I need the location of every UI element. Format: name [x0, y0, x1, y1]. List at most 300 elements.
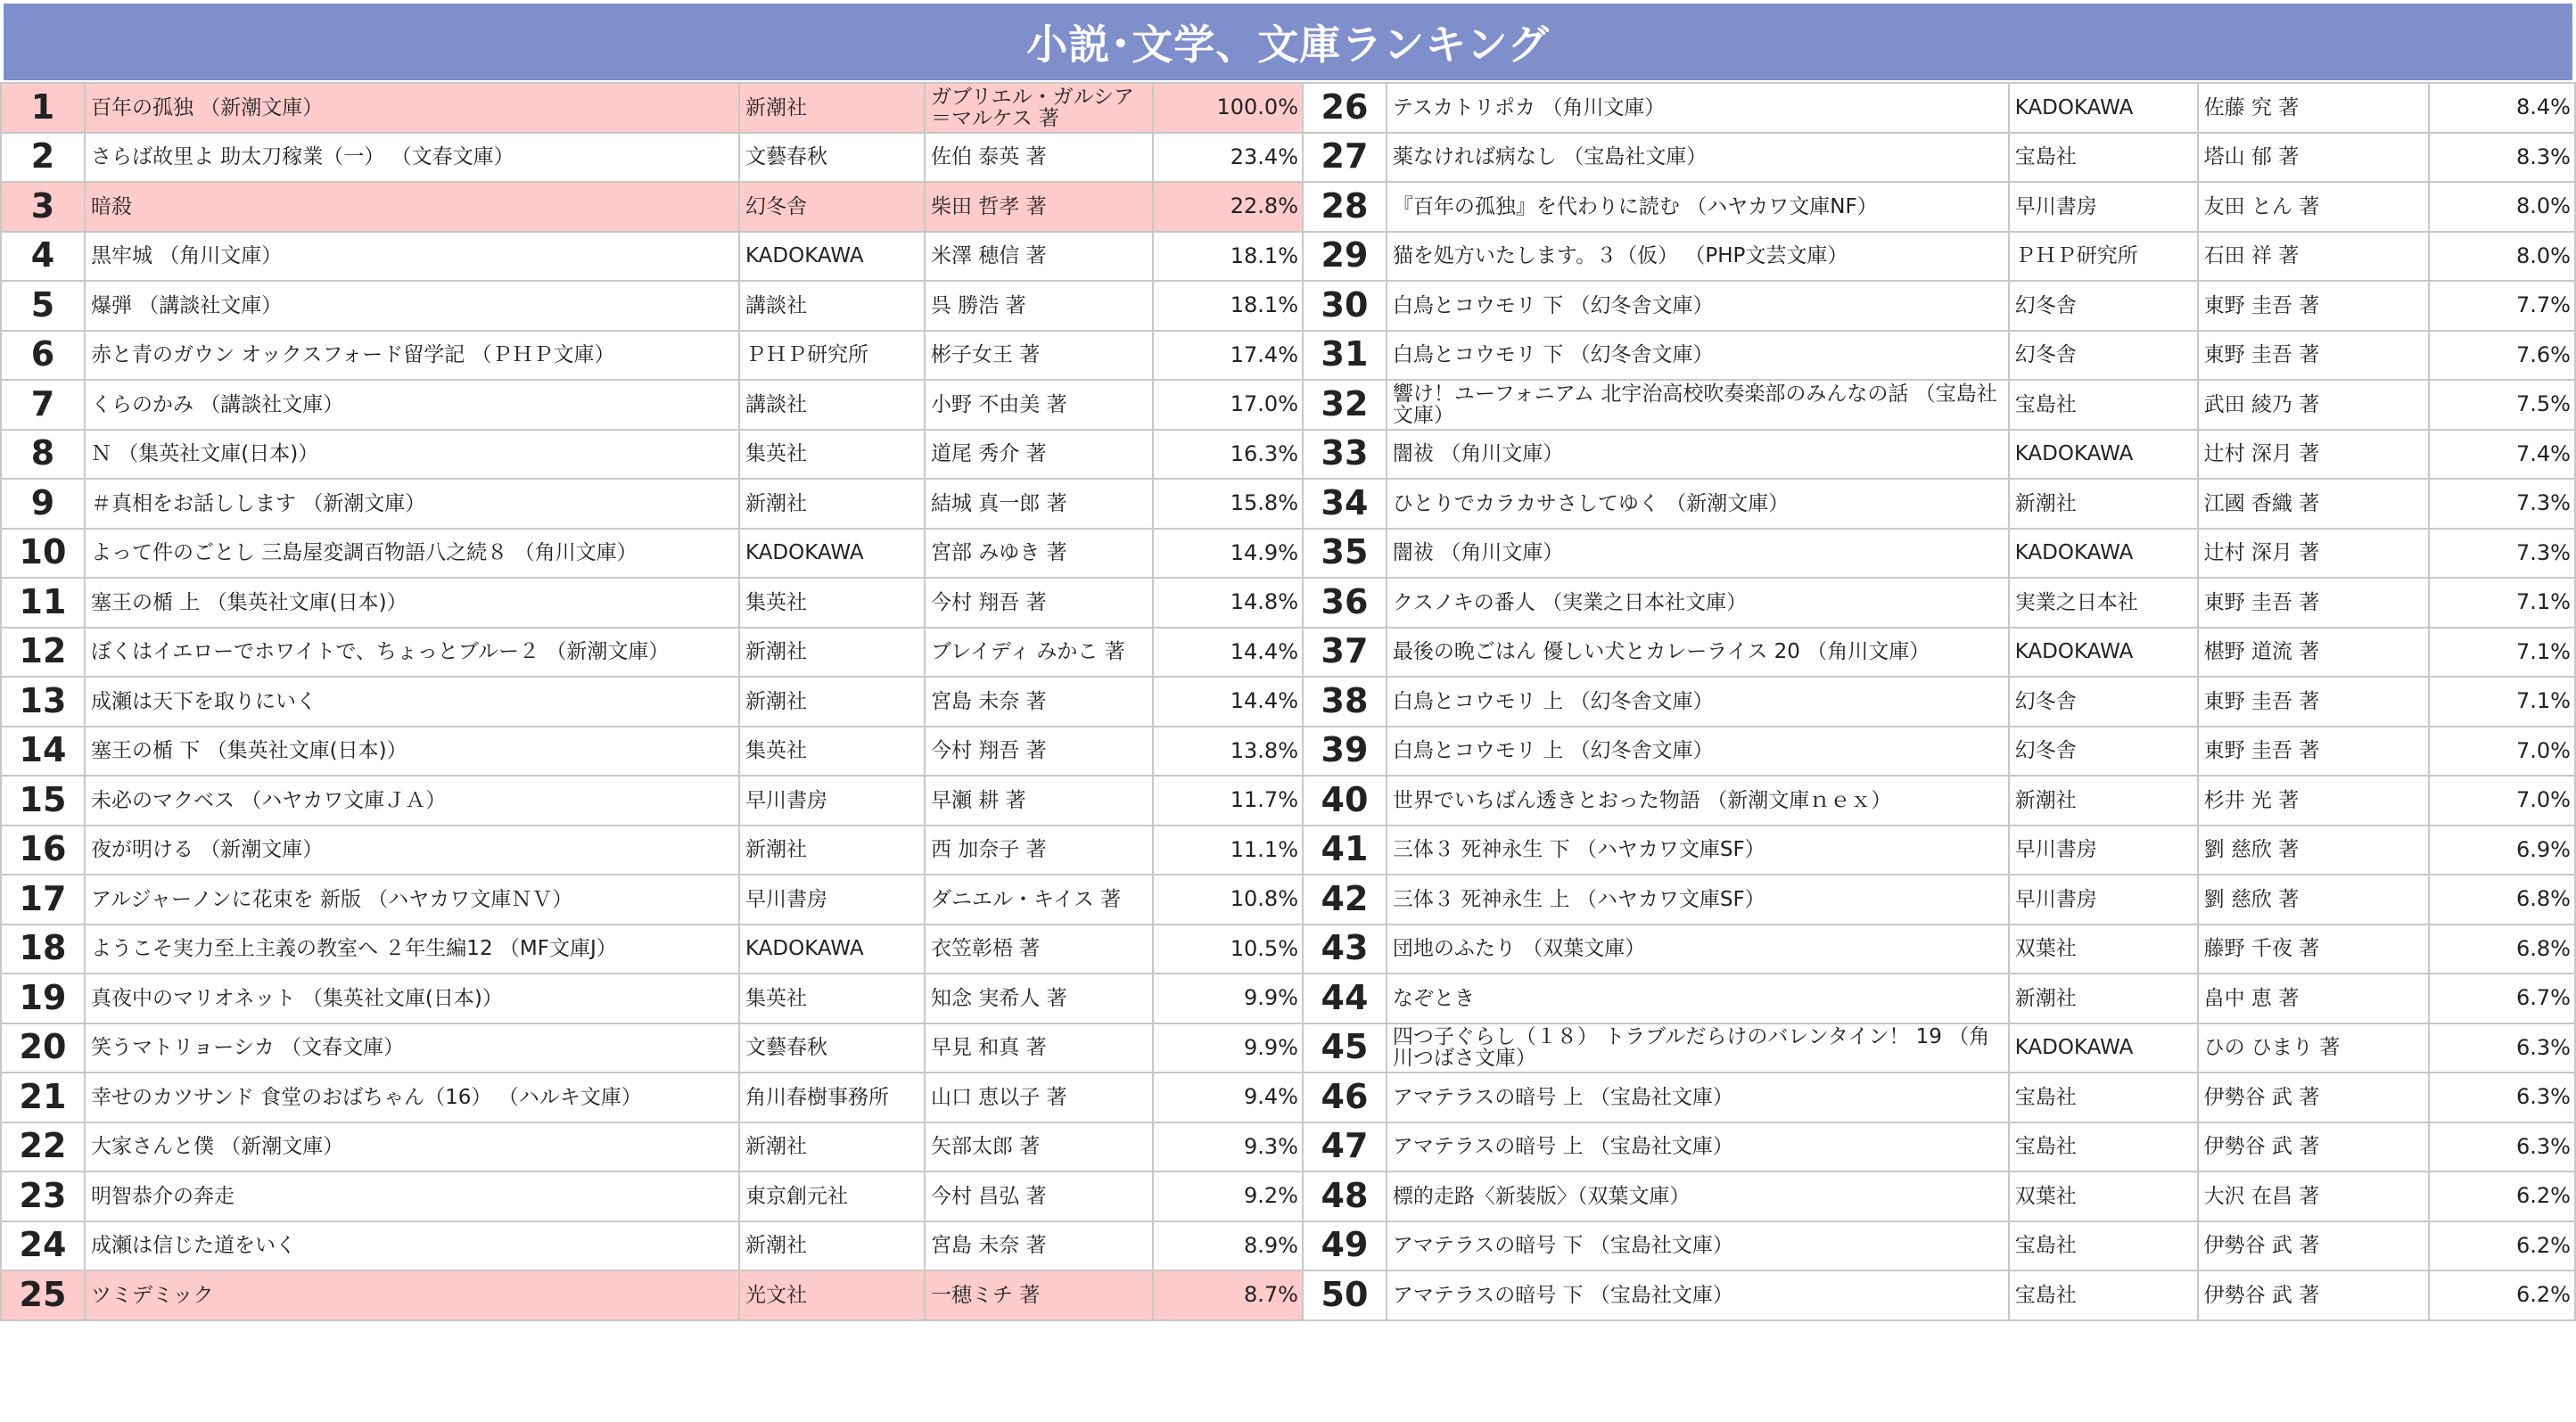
rank-number: 18: [1, 925, 85, 974]
table-row: [1303, 925, 2575, 974]
author-name: 江國 香織 著: [2198, 479, 2430, 529]
book-title: 塞王の楯 下 （集英社文庫(日本)）: [85, 727, 739, 777]
rank-number: 24: [1, 1221, 85, 1271]
book-title: 猫を処方いたします。３（仮） （PHP文芸文庫）: [1387, 232, 2009, 282]
table-row: [1303, 83, 2575, 133]
book-title: 『百年の孤独』を代わりに読む （ハヤカワ文庫NF）: [1387, 182, 2009, 232]
author-name: 宮島 未奈 著: [925, 1221, 1153, 1271]
rank-number: 11: [1, 578, 85, 628]
rank-number: 39: [1303, 727, 1387, 777]
rank-number: 15: [1, 776, 85, 826]
table-row: [1, 331, 1303, 381]
share-percent: 7.4%: [2429, 430, 2575, 480]
rank-number: 13: [1, 677, 85, 727]
book-title: 幸せのカツサンド 食堂のおばちゃん（16） （ハルキ文庫）: [85, 1073, 739, 1122]
rank-number: 41: [1303, 826, 1387, 875]
author-name: 辻村 深月 著: [2198, 430, 2430, 480]
table-row: [1, 182, 1303, 232]
share-percent: 17.4%: [1153, 331, 1303, 381]
book-title: 成瀬は信じた道をいく: [85, 1221, 739, 1271]
author-name: ガブリエル・ガルシア＝マルケス 著: [925, 83, 1153, 133]
book-title: Ｎ （集英社文庫(日本)）: [85, 430, 739, 480]
book-title: 世界でいちばん透きとおった物語 （新潮文庫ｎｅｘ）: [1387, 776, 2009, 826]
share-percent: 7.0%: [2429, 776, 2575, 826]
page-title: 小説･文学、文庫ランキング: [4, 4, 2572, 80]
book-title: ＃真相をお話しします （新潮文庫）: [85, 479, 739, 529]
share-percent: 16.3%: [1153, 430, 1303, 480]
share-percent: 8.0%: [2429, 232, 2575, 282]
rank-number: 30: [1303, 281, 1387, 331]
share-percent: 6.2%: [2429, 1221, 2575, 1271]
publisher-name: 早川書房: [2009, 875, 2198, 925]
rank-number: 6: [1, 331, 85, 381]
book-title: 三体３ 死神永生 下 （ハヤカワ文庫SF）: [1387, 826, 2009, 875]
publisher-name: KADOKAWA: [2009, 628, 2198, 678]
author-name: 椹野 道流 著: [2198, 628, 2430, 678]
book-title: 赤と青のガウン オックスフォード留学記 （ＰＨＰ文庫）: [85, 331, 739, 381]
book-title: ぼくはイエローでホワイトで、ちょっとブルー２ （新潮文庫）: [85, 628, 739, 678]
table-row: [1303, 1023, 2575, 1073]
book-title: 暗殺: [85, 182, 739, 232]
author-name: 彬子女王 著: [925, 331, 1153, 381]
table-row: [1, 974, 1303, 1023]
table-row: [1303, 281, 2575, 331]
book-title: 響け！ユーフォニアム 北宇治高校吹奏楽部のみんなの話 （宝島社文庫）: [1387, 380, 2009, 430]
ranking-table-right: [1302, 82, 2576, 1321]
table-row: [1303, 974, 2575, 1023]
publisher-name: 宝島社: [2009, 1221, 2198, 1271]
author-name: 一穂ミチ 著: [925, 1270, 1153, 1320]
publisher-name: 幻冬舎: [2009, 281, 2198, 331]
author-name: 宮島 未奈 著: [925, 677, 1153, 727]
share-percent: 7.1%: [2429, 578, 2575, 628]
table-row: [1, 380, 1303, 430]
author-name: 山口 恵以子 著: [925, 1073, 1153, 1122]
author-name: 伊勢谷 武 著: [2198, 1073, 2430, 1122]
publisher-name: KADOKAWA: [2009, 529, 2198, 579]
publisher-name: 早川書房: [2009, 826, 2198, 875]
author-name: 辻村 深月 著: [2198, 529, 2430, 579]
book-title: 未必のマクベス （ハヤカワ文庫ＪＡ）: [85, 776, 739, 826]
author-name: 結城 真一郎 著: [925, 479, 1153, 529]
publisher-name: 宝島社: [2009, 1073, 2198, 1122]
share-percent: 8.7%: [1153, 1270, 1303, 1320]
publisher-name: 宝島社: [2009, 1122, 2198, 1172]
publisher-name: 新潮社: [739, 628, 925, 678]
table-row: [1303, 628, 2575, 678]
table-row: [1, 578, 1303, 628]
table-row: [1, 232, 1303, 282]
author-name: 友田 とん 著: [2198, 182, 2430, 232]
share-percent: 6.7%: [2429, 974, 2575, 1023]
share-percent: 14.8%: [1153, 578, 1303, 628]
book-title: 白鳥とコウモリ 上 （幻冬舎文庫）: [1387, 727, 2009, 777]
book-title: 標的走路〈新装版〉（双葉文庫）: [1387, 1171, 2009, 1221]
author-name: 柴田 哲孝 著: [925, 182, 1153, 232]
rank-number: 35: [1303, 529, 1387, 579]
table-row: [1303, 578, 2575, 628]
share-percent: 7.0%: [2429, 727, 2575, 777]
book-title: アマテラスの暗号 下 （宝島社文庫）: [1387, 1270, 2009, 1320]
rank-number: 19: [1, 974, 85, 1023]
rank-number: 48: [1303, 1171, 1387, 1221]
publisher-name: 双葉社: [2009, 925, 2198, 974]
publisher-name: 宝島社: [2009, 380, 2198, 430]
publisher-name: KADOKAWA: [739, 529, 925, 579]
share-percent: 7.1%: [2429, 628, 2575, 678]
book-title: 成瀬は天下を取りにいく: [85, 677, 739, 727]
rank-number: 31: [1303, 331, 1387, 381]
book-title: ようこそ実力至上主義の教室へ ２年生編12 （MF文庫J）: [85, 925, 739, 974]
share-percent: 14.4%: [1153, 677, 1303, 727]
table-row: [1, 925, 1303, 974]
table-row: [1, 677, 1303, 727]
rank-number: 4: [1, 232, 85, 282]
rank-number: 14: [1, 727, 85, 777]
author-name: ひの ひまり 著: [2198, 1023, 2430, 1073]
author-name: 米澤 穂信 著: [925, 232, 1153, 282]
book-title: 四つ子ぐらし（１８） トラブルだらけのバレンタイン！ 19 （角川つばさ文庫）: [1387, 1023, 2009, 1073]
author-name: 早見 和真 著: [925, 1023, 1153, 1073]
share-percent: 18.1%: [1153, 232, 1303, 282]
publisher-name: ＰＨＰ研究所: [2009, 232, 2198, 282]
book-title: 薬なければ病なし （宝島社文庫）: [1387, 133, 2009, 183]
publisher-name: 宝島社: [2009, 133, 2198, 183]
book-title: 黒牢城 （角川文庫）: [85, 232, 739, 282]
share-percent: 6.9%: [2429, 826, 2575, 875]
publisher-name: 新潮社: [2009, 776, 2198, 826]
table-row: [1303, 826, 2575, 875]
rank-number: 44: [1303, 974, 1387, 1023]
table-row: [1303, 529, 2575, 579]
share-percent: 6.3%: [2429, 1073, 2575, 1122]
author-name: 呉 勝浩 著: [925, 281, 1153, 331]
publisher-name: 新潮社: [739, 1122, 925, 1172]
rank-number: 16: [1, 826, 85, 875]
book-title: 塞王の楯 上 （集英社文庫(日本)）: [85, 578, 739, 628]
publisher-name: 新潮社: [2009, 974, 2198, 1023]
book-title: 明智恭介の奔走: [85, 1171, 739, 1221]
ranking-table-left: [0, 82, 1304, 1321]
rank-number: 5: [1, 281, 85, 331]
publisher-name: KADOKAWA: [739, 232, 925, 282]
share-percent: 6.8%: [2429, 925, 2575, 974]
author-name: 今村 昌弘 著: [925, 1171, 1153, 1221]
share-percent: 6.2%: [2429, 1270, 2575, 1320]
author-name: 藤野 千夜 著: [2198, 925, 2430, 974]
publisher-name: 早川書房: [2009, 182, 2198, 232]
share-percent: 8.4%: [2429, 83, 2575, 133]
rank-number: 9: [1, 479, 85, 529]
author-name: 畠中 恵 著: [2198, 974, 2430, 1023]
share-percent: 8.3%: [2429, 133, 2575, 183]
publisher-name: 新潮社: [739, 677, 925, 727]
table-row: [1303, 727, 2575, 777]
rank-number: 1: [1, 83, 85, 133]
publisher-name: 講談社: [739, 281, 925, 331]
book-title: 百年の孤独 （新潮文庫）: [85, 83, 739, 133]
publisher-name: 実業之日本社: [2009, 578, 2198, 628]
book-title: 夜が明ける （新潮文庫）: [85, 826, 739, 875]
share-percent: 9.2%: [1153, 1171, 1303, 1221]
book-title: なぞとき: [1387, 974, 2009, 1023]
table-row: [1, 776, 1303, 826]
publisher-name: 双葉社: [2009, 1171, 2198, 1221]
rank-number: 50: [1303, 1270, 1387, 1320]
publisher-name: ＰＨＰ研究所: [739, 331, 925, 381]
publisher-name: 幻冬舎: [739, 182, 925, 232]
author-name: 武田 綾乃 著: [2198, 380, 2430, 430]
table-row: [1, 875, 1303, 925]
book-title: アマテラスの暗号 下 （宝島社文庫）: [1387, 1221, 2009, 1271]
author-name: 宮部 みゆき 著: [925, 529, 1153, 579]
table-row: [1303, 875, 2575, 925]
book-title: 闇祓 （角川文庫）: [1387, 430, 2009, 480]
rank-number: 27: [1303, 133, 1387, 183]
share-percent: 9.3%: [1153, 1122, 1303, 1172]
author-name: 杉井 光 著: [2198, 776, 2430, 826]
share-percent: 9.9%: [1153, 1023, 1303, 1073]
rank-number: 12: [1, 628, 85, 678]
author-name: 東野 圭吾 著: [2198, 281, 2430, 331]
book-title: テスカトリポカ （角川文庫）: [1387, 83, 2009, 133]
rank-number: 42: [1303, 875, 1387, 925]
table-row: [1303, 776, 2575, 826]
author-name: 東野 圭吾 著: [2198, 727, 2430, 777]
author-name: 塔山 郁 著: [2198, 133, 2430, 183]
book-title: アマテラスの暗号 上 （宝島社文庫）: [1387, 1073, 2009, 1122]
rank-number: 22: [1, 1122, 85, 1172]
rank-number: 43: [1303, 925, 1387, 974]
table-row: [1, 826, 1303, 875]
author-name: 早瀬 耕 著: [925, 776, 1153, 826]
share-percent: 23.4%: [1153, 133, 1303, 183]
share-percent: 7.1%: [2429, 677, 2575, 727]
book-title: アマテラスの暗号 上 （宝島社文庫）: [1387, 1122, 2009, 1172]
publisher-name: 新潮社: [739, 479, 925, 529]
rank-number: 47: [1303, 1122, 1387, 1172]
author-name: 伊勢谷 武 著: [2198, 1270, 2430, 1320]
publisher-name: 幻冬舎: [2009, 727, 2198, 777]
share-percent: 7.7%: [2429, 281, 2575, 331]
table-row: [1303, 479, 2575, 529]
book-title: よって件のごとし 三島屋変調百物語八之続８ （角川文庫）: [85, 529, 739, 579]
table-row: [1, 1221, 1303, 1271]
publisher-name: 講談社: [739, 380, 925, 430]
share-percent: 11.7%: [1153, 776, 1303, 826]
author-name: 今村 翔吾 著: [925, 578, 1153, 628]
author-name: 伊勢谷 武 著: [2198, 1221, 2430, 1271]
book-title: 闇祓 （角川文庫）: [1387, 529, 2009, 579]
publisher-name: 文藝春秋: [739, 1023, 925, 1073]
rank-number: 20: [1, 1023, 85, 1073]
publisher-name: 文藝春秋: [739, 133, 925, 183]
author-name: 佐伯 泰英 著: [925, 133, 1153, 183]
author-name: 西 加奈子 著: [925, 826, 1153, 875]
rank-number: 32: [1303, 380, 1387, 430]
table-row: [1303, 1270, 2575, 1320]
book-title: クスノキの番人 （実業之日本社文庫）: [1387, 578, 2009, 628]
rank-number: 26: [1303, 83, 1387, 133]
author-name: 佐藤 究 著: [2198, 83, 2430, 133]
author-name: 衣笠彰梧 著: [925, 925, 1153, 974]
share-percent: 18.1%: [1153, 281, 1303, 331]
share-percent: 9.9%: [1153, 974, 1303, 1023]
table-row: [1303, 430, 2575, 480]
author-name: 劉 慈欣 著: [2198, 875, 2430, 925]
author-name: 伊勢谷 武 著: [2198, 1122, 2430, 1172]
publisher-name: 集英社: [739, 430, 925, 480]
table-row: [1303, 1171, 2575, 1221]
rank-number: 36: [1303, 578, 1387, 628]
book-title: 白鳥とコウモリ 下 （幻冬舎文庫）: [1387, 331, 2009, 381]
table-row: [1, 1171, 1303, 1221]
share-percent: 8.9%: [1153, 1221, 1303, 1271]
book-title: 爆弾 （講談社文庫）: [85, 281, 739, 331]
share-percent: 10.5%: [1153, 925, 1303, 974]
share-percent: 7.6%: [2429, 331, 2575, 381]
share-percent: 13.8%: [1153, 727, 1303, 777]
share-percent: 6.8%: [2429, 875, 2575, 925]
author-name: 東野 圭吾 著: [2198, 677, 2430, 727]
author-name: 劉 慈欣 著: [2198, 826, 2430, 875]
author-name: 小野 不由美 著: [925, 380, 1153, 430]
table-row: [1303, 331, 2575, 381]
book-title: 白鳥とコウモリ 下 （幻冬舎文庫）: [1387, 281, 2009, 331]
share-percent: 8.0%: [2429, 182, 2575, 232]
book-title: ツミデミック: [85, 1270, 739, 1320]
author-name: 東野 圭吾 著: [2198, 331, 2430, 381]
author-name: 道尾 秀介 著: [925, 430, 1153, 480]
table-row: [1303, 232, 2575, 282]
share-percent: 9.4%: [1153, 1073, 1303, 1122]
table-row: [1, 727, 1303, 777]
rank-number: 2: [1, 133, 85, 183]
share-percent: 7.3%: [2429, 479, 2575, 529]
publisher-name: 早川書房: [739, 875, 925, 925]
publisher-name: KADOKAWA: [739, 925, 925, 974]
publisher-name: 新潮社: [2009, 479, 2198, 529]
rank-number: 34: [1303, 479, 1387, 529]
rank-number: 7: [1, 380, 85, 430]
author-name: 東野 圭吾 著: [2198, 578, 2430, 628]
table-row: [1303, 1221, 2575, 1271]
table-row: [1303, 677, 2575, 727]
table-row: [1303, 1073, 2575, 1122]
book-title: さらば故里よ 助太刀稼業（一） （文春文庫）: [85, 133, 739, 183]
book-title: 真夜中のマリオネット （集英社文庫(日本)）: [85, 974, 739, 1023]
table-row: [1, 430, 1303, 480]
rank-number: 3: [1, 182, 85, 232]
rank-number: 33: [1303, 430, 1387, 480]
table-row: [1, 133, 1303, 183]
table-row: [1, 83, 1303, 133]
share-percent: 10.8%: [1153, 875, 1303, 925]
book-title: 団地のふたり （双葉文庫）: [1387, 925, 2009, 974]
share-percent: 6.3%: [2429, 1122, 2575, 1172]
publisher-name: KADOKAWA: [2009, 430, 2198, 480]
publisher-name: 角川春樹事務所: [739, 1073, 925, 1122]
table-row: [1303, 182, 2575, 232]
rank-number: 45: [1303, 1023, 1387, 1073]
author-name: 大沢 在昌 著: [2198, 1171, 2430, 1221]
table-row: [1, 529, 1303, 579]
table-row: [1303, 133, 2575, 183]
publisher-name: 幻冬舎: [2009, 677, 2198, 727]
book-title: 三体３ 死神永生 上 （ハヤカワ文庫SF）: [1387, 875, 2009, 925]
table-row: [1, 479, 1303, 529]
book-title: くらのかみ （講談社文庫）: [85, 380, 739, 430]
rank-number: 8: [1, 430, 85, 480]
publisher-name: 集英社: [739, 578, 925, 628]
rank-number: 25: [1, 1270, 85, 1320]
rank-number: 10: [1, 529, 85, 579]
share-percent: 14.9%: [1153, 529, 1303, 579]
author-name: 矢部太郎 著: [925, 1122, 1153, 1172]
table-row: [1, 1023, 1303, 1073]
table-row: [1303, 1122, 2575, 1172]
publisher-name: 集英社: [739, 974, 925, 1023]
share-percent: 15.8%: [1153, 479, 1303, 529]
book-title: ひとりでカラカサさしてゆく （新潮文庫）: [1387, 479, 2009, 529]
publisher-name: 新潮社: [739, 1221, 925, 1271]
share-percent: 6.3%: [2429, 1023, 2575, 1073]
rank-number: 49: [1303, 1221, 1387, 1271]
share-percent: 6.2%: [2429, 1171, 2575, 1221]
publisher-name: 新潮社: [739, 826, 925, 875]
table-row: [1303, 380, 2575, 430]
publisher-name: 東京創元社: [739, 1171, 925, 1221]
table-row: [1, 628, 1303, 678]
rank-number: 23: [1, 1171, 85, 1221]
rank-number: 40: [1303, 776, 1387, 826]
rank-number: 21: [1, 1073, 85, 1122]
publisher-name: 集英社: [739, 727, 925, 777]
share-percent: 100.0%: [1153, 83, 1303, 133]
author-name: 石田 祥 著: [2198, 232, 2430, 282]
rank-number: 28: [1303, 182, 1387, 232]
rank-number: 38: [1303, 677, 1387, 727]
rank-number: 37: [1303, 628, 1387, 678]
table-row: [1, 1073, 1303, 1122]
table-row: [1, 1270, 1303, 1320]
rank-number: 46: [1303, 1073, 1387, 1122]
book-title: 白鳥とコウモリ 上 （幻冬舎文庫）: [1387, 677, 2009, 727]
table-row: [1, 281, 1303, 331]
publisher-name: KADOKAWA: [2009, 83, 2198, 133]
share-percent: 14.4%: [1153, 628, 1303, 678]
publisher-name: 新潮社: [739, 83, 925, 133]
table-row: [1, 1122, 1303, 1172]
share-percent: 7.5%: [2429, 380, 2575, 430]
share-percent: 11.1%: [1153, 826, 1303, 875]
rank-number: 17: [1, 875, 85, 925]
publisher-name: 早川書房: [739, 776, 925, 826]
author-name: 知念 実希人 著: [925, 974, 1153, 1023]
book-title: 大家さんと僕 （新潮文庫）: [85, 1122, 739, 1172]
share-percent: 17.0%: [1153, 380, 1303, 430]
publisher-name: KADOKAWA: [2009, 1023, 2198, 1073]
book-title: 笑うマトリョーシカ （文春文庫）: [85, 1023, 739, 1073]
share-percent: 7.3%: [2429, 529, 2575, 579]
author-name: 今村 翔吾 著: [925, 727, 1153, 777]
book-title: 最後の晩ごはん 優しい犬とカレーライス 20 （角川文庫）: [1387, 628, 2009, 678]
rank-number: 29: [1303, 232, 1387, 282]
author-name: ブレイディ みかこ 著: [925, 628, 1153, 678]
book-title: アルジャーノンに花束を 新版 （ハヤカワ文庫ＮＶ）: [85, 875, 739, 925]
share-percent: 22.8%: [1153, 182, 1303, 232]
publisher-name: 幻冬舎: [2009, 331, 2198, 381]
